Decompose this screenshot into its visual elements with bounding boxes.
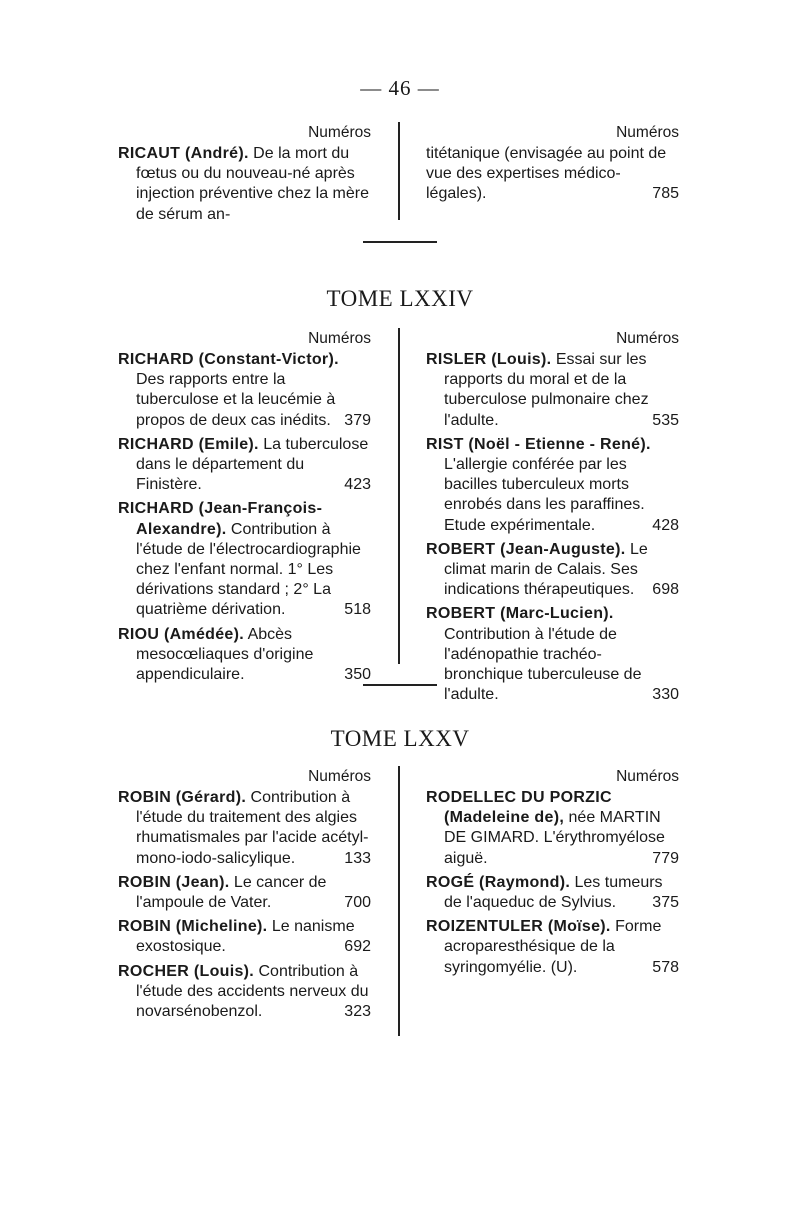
entry-name: ROBIN (Gérard). <box>118 789 247 806</box>
column-header: Numéros <box>308 124 371 141</box>
entry-number: 785 <box>652 185 679 203</box>
entry-name: ROGÉ (Raymond). <box>426 873 571 891</box>
entry-title: Forme acroparesthésique de la syringomyélie. (U). <box>444 918 662 976</box>
index-entry <box>118 962 371 1023</box>
index-entry <box>118 499 371 620</box>
entry-title: titétanique (envisagée au point de vue des expertises médico-légales). <box>426 145 667 203</box>
entry-title: Le nanisme exostosique. <box>136 918 355 956</box>
entry-name: ROIZENTULER (Moïse). <box>426 918 611 936</box>
entry-number: 375 <box>652 894 679 912</box>
entry-title: Contribution à l'étude de l'électrocardiographie chez l'enfant normal. 1° Les dérivations standard ; 2° La quatrième dérivation. <box>136 520 361 619</box>
entry-number: 698 <box>652 581 679 599</box>
entry-name: ROBERT (Jean-Auguste). <box>426 540 626 558</box>
index-entry <box>426 604 679 705</box>
entry-title: Des rapports entre la tuberculose et la leucémie à propos de deux cas inédits. <box>136 371 336 429</box>
entry-name: ROBIN (Jean). <box>118 873 230 891</box>
right-column <box>426 122 679 229</box>
section-continued <box>118 122 680 229</box>
entry-name: RICHARD (Constant-Victor). <box>118 351 339 368</box>
column-header: Numéros <box>616 330 679 347</box>
index-entry <box>426 540 679 601</box>
tome-heading: TOME LXXV <box>330 726 470 751</box>
separator-rule <box>363 241 437 243</box>
index-entry <box>118 350 371 431</box>
entry-number: 428 <box>652 516 679 534</box>
entry-number: 350 <box>344 666 371 684</box>
entry-title: Contribution à l'étude de l'adénopathie trachéo-bronchique tuberculeuse de l'adulte. <box>444 625 642 704</box>
entry-name: ROBIN (Micheline). <box>118 918 268 936</box>
left-column <box>118 328 371 709</box>
index-entry <box>118 917 371 957</box>
entry-name: RICHARD (Jean-François-Alexandre). <box>118 500 323 538</box>
entry-title: Le cancer de l'ampoule de Vater. <box>136 873 327 912</box>
index-entry <box>118 144 371 225</box>
section-tome-lxxv <box>118 766 680 1026</box>
entry-name: RIST (Noël - Etienne - René). <box>426 435 651 453</box>
left-column <box>118 122 371 229</box>
right-column <box>426 766 679 1026</box>
page-number: — 46 — <box>360 76 440 100</box>
entry-title: Essai sur les rapports du moral et de la tuberculose pulmonaire chez l'adulte. <box>444 351 649 429</box>
entry-name: ROBERT (Marc-Lucien). <box>426 605 614 623</box>
entry-name: RISLER (Louis). <box>426 351 552 368</box>
entry-number: 700 <box>344 894 371 912</box>
entry-title: L'allergie conférée par les bacilles tuberculeux morts enrobés dans les paraffines. Etude expérimentale. <box>444 456 645 534</box>
right-column <box>426 328 679 709</box>
entry-title: Contribution à l'étude des accidents nerveux du novarsénobenzol. <box>136 962 369 1021</box>
index-entry <box>426 435 679 536</box>
entry-title: Le climat marin de Calais. Ses indications thérapeutiques. <box>444 540 648 599</box>
index-entry <box>426 144 679 205</box>
index-entry <box>426 350 679 431</box>
entry-number: 779 <box>652 849 679 867</box>
entry-number: 133 <box>344 849 371 867</box>
index-entry <box>118 788 371 869</box>
entry-number: 578 <box>652 958 679 976</box>
index-entry <box>426 917 679 978</box>
entry-number: 518 <box>344 601 371 619</box>
entry-number: 323 <box>344 1003 371 1021</box>
index-entry <box>118 873 371 913</box>
index-entry <box>426 873 679 913</box>
column-header: Numéros <box>616 768 679 785</box>
entry-name: RIOU (Amédée). <box>118 625 244 643</box>
index-entry <box>118 625 371 686</box>
entry-number: 330 <box>652 686 679 704</box>
entry-number: 535 <box>652 411 679 429</box>
column-header: Numéros <box>616 124 679 141</box>
section-tome-lxxiv <box>118 328 680 709</box>
entry-number: 379 <box>344 411 371 429</box>
entry-title: Contribution à l'étude du traitement des algies rhumatismales par l'acide acétyl-mono-iodo-salicylique. <box>136 789 369 867</box>
entry-name: RODELLEC DU PORZIC (Madeleine de), <box>426 789 612 827</box>
column-header: Numéros <box>308 330 371 347</box>
entry-title: Abcès mesocœliaques d'origine appendiculaire. <box>136 625 314 684</box>
entry-title: née MARTIN DE GIMARD. L'érythromyélose aiguë. <box>444 809 665 867</box>
left-column <box>118 766 371 1026</box>
column-header: Numéros <box>308 768 371 785</box>
entry-name: RICAUT (André). <box>118 145 249 162</box>
index-entry <box>426 788 679 869</box>
entry-number: 692 <box>344 938 371 956</box>
tome-heading: TOME LXXIV <box>326 286 474 311</box>
separator-rule <box>363 684 437 686</box>
entry-name: RICHARD (Emile). <box>118 435 259 453</box>
index-entry <box>118 435 371 496</box>
entry-title: De la mort du fœtus ou du nouveau-né après injection préventive chez la mère de sérum an- <box>136 145 370 223</box>
entry-title: La tuberculose dans le département du Finistère. <box>136 435 369 494</box>
entry-name: ROCHER (Louis). <box>118 962 255 980</box>
entry-number: 423 <box>344 476 371 494</box>
entry-title: Les tumeurs de l'aqueduc de Sylvius. <box>444 873 663 912</box>
